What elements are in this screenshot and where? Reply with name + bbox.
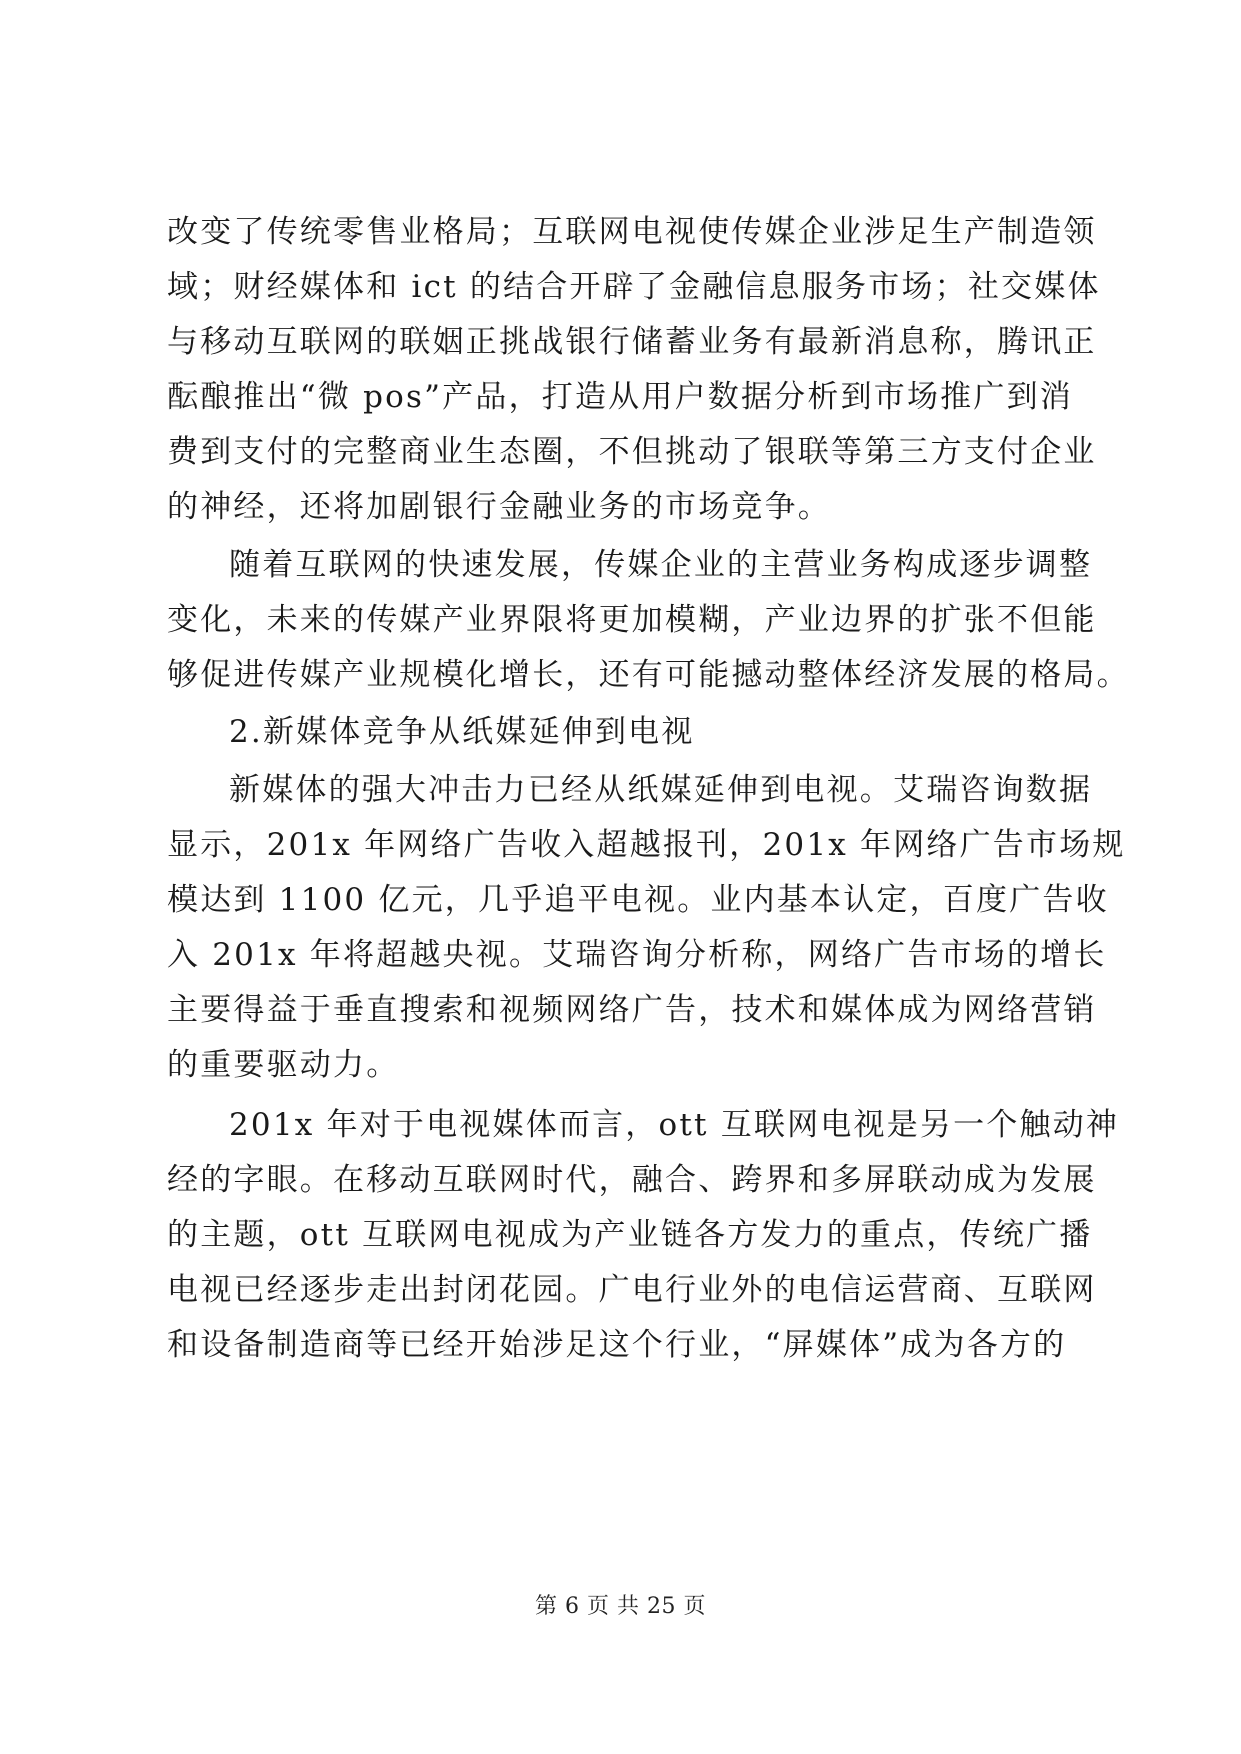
body-text-line: 模达到 1100 亿元，几乎追平电视。业内基本认定，百度广告收: [167, 882, 1109, 918]
body-text-line: 和设备制造商等已经开始涉足这个行业，“屏媒体”成为各方的: [167, 1327, 1067, 1363]
body-text-line: 变化，未来的传媒产业界限将更加模糊，产业边界的扩张不但能: [167, 602, 1097, 638]
body-text-line: 域；财经媒体和 ict 的结合开辟了金融信息服务市场；社交媒体: [167, 269, 1101, 305]
section-heading: 2.新媒体竞争从纸媒延伸到电视: [229, 714, 695, 750]
body-text-line: 够促进传媒产业规模化增长，还有可能撼动整体经济发展的格局。: [167, 657, 1130, 693]
body-text-line: 费到支付的完整商业生态圈，不但挑动了银联等第三方支付企业: [167, 434, 1097, 470]
body-text-line: 主要得益于垂直搜索和视频网络广告，技术和媒体成为网络营销: [167, 992, 1097, 1028]
body-text-line: 改变了传统零售业格局；互联网电视使传媒企业涉足生产制造领: [167, 214, 1097, 250]
body-text-line: 的主题，ott 互联网电视成为产业链各方发力的重点，传统广播: [167, 1217, 1093, 1253]
body-text-line: 显示，201x 年网络广告收入超越报刊，201x 年网络广告市场规: [167, 827, 1126, 863]
body-text-line: 电视已经逐步走出封闭花园。广电行业外的电信运营商、互联网: [167, 1272, 1097, 1308]
body-text-line: 与移动互联网的联姻正挑战银行储蓄业务有最新消息称，腾讯正: [167, 324, 1097, 360]
page-number-footer: 第 6 页 共 25 页: [535, 1594, 706, 1619]
body-text-line: 经的字眼。在移动互联网时代，融合、跨界和多屏联动成为发展: [167, 1162, 1097, 1198]
body-text-line: 入 201x 年将超越央视。艾瑞咨询分析称，网络广告市场的增长: [167, 937, 1107, 973]
paragraph-first-line: 随着互联网的快速发展，传媒企业的主营业务构成逐步调整: [229, 547, 1093, 583]
body-text-line: 酝酿推出“微 pos”产品，打造从用户数据分析到市场推广到消: [167, 379, 1073, 415]
paragraph-first-line: 201x 年对于电视媒体而言，ott 互联网电视是另一个触动神: [229, 1107, 1120, 1143]
body-text-line: 的重要驱动力。: [167, 1047, 400, 1083]
body-text-line: 的神经，还将加剧银行金融业务的市场竞争。: [167, 489, 831, 525]
paragraph-first-line: 新媒体的强大冲击力已经从纸媒延伸到电视。艾瑞咨询数据: [229, 772, 1093, 808]
